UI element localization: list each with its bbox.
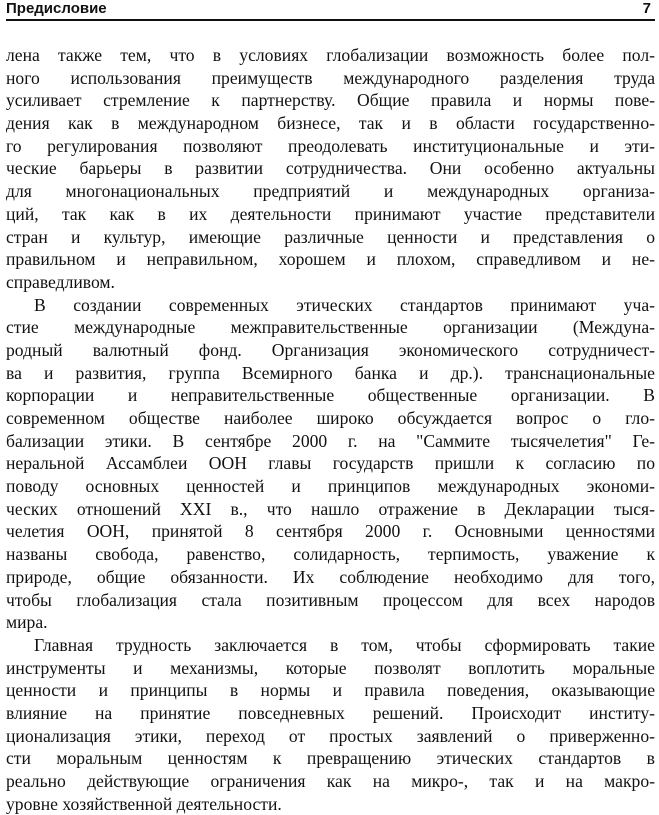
text-line: лена также тем, что в условиях глобализации возможность более пол-	[6, 45, 655, 65]
text-line: ва и развития, группа Всемирного банка и др.). транснациональные	[6, 362, 655, 383]
running-header	[6, 0, 655, 21]
section-title: Предисловие	[6, 0, 107, 17]
text-line: ценности и принципы в нормы и правила поведения, оказывающие	[6, 680, 655, 701]
text-line: усиливает стремление к партнерству. Общие правила и нормы пове-	[6, 90, 655, 111]
text-line: названы свобода, равенство, солидарность, терпимость, уважение к	[6, 544, 655, 565]
text-line: В создании современных этических стандартов принимают уча-	[34, 294, 655, 315]
text-line: влияние на принятие повседневных решений. Происходит институ-	[6, 702, 655, 723]
text-line: корпорации и неправительственные общественные организации. В	[6, 385, 655, 406]
text-line: челетия ООН, принятой 8 сентября 2000 г. Основными ценностями	[6, 521, 655, 542]
text-line: правильном и неправильном, хорошем и плохом, справедливом и не-	[6, 249, 655, 270]
paragraph	[6, 634, 655, 815]
text-line: дения как в международном бизнесе, так и в области государственно-	[6, 113, 655, 134]
text-line: инструменты и механизмы, которые позволят воплотить моральные	[6, 657, 655, 678]
text-line: ного использования преимуществ международного разделения труда	[6, 67, 655, 88]
text-line: реально действующие ограничения как на микро-, так и на макро-	[6, 771, 655, 791]
text-line: го регулирования позволяют преодолевать институциональные и эти-	[6, 135, 655, 156]
text-line: сти моральным ценностям к превращению этических стандартов в	[6, 748, 655, 769]
text-line: ций, так как в их деятельности принимают участие представители	[6, 203, 655, 224]
text-line: природе, общие обязанности. Их соблюдение необходимо для того,	[6, 566, 655, 587]
text-line: поводу основных ценностей и принципов международных экономи-	[6, 476, 655, 497]
text-line: справедливом.	[6, 271, 115, 292]
body-text	[6, 44, 655, 815]
paragraph	[6, 44, 655, 294]
text-line: ческие барьеры в развитии сотрудничества. Они особенно актуальны	[6, 158, 655, 179]
text-line: Главная трудность заключается в том, чтобы сформировать такие	[34, 634, 655, 655]
text-line: чтобы глобализация стала позитивным процессом для всех народов	[6, 589, 655, 610]
text-line: стран и культур, имеющие различные ценности и представления о	[6, 226, 655, 247]
text-line: мира.	[6, 612, 48, 633]
text-line: ционализация этики, переход от простых заявлений о приверженно-	[6, 725, 655, 746]
text-line: стие международные межправительственные организации (Междуна-	[6, 317, 655, 338]
text-line: для многонациональных предприятий и международных организа-	[6, 181, 655, 202]
text-line: бализации этики. В сентябре 2000 г. на "Саммите тысячелетия" Ге-	[6, 430, 655, 451]
text-line: современном обществе наиболее широко обсуждается вопрос о гло-	[6, 408, 655, 428]
text-line: неральной Ассамблеи ООН главы государств пришли к согласию по	[6, 453, 655, 474]
paragraph	[6, 294, 655, 634]
text-line: уровне хозяйственной деятельности.	[6, 793, 282, 814]
text-line: ческих отношений XXI в., что нашло отражение в Декларации тыся-	[6, 498, 655, 519]
text-line: родный валютный фонд. Организация экономического сотрудничест-	[6, 339, 655, 360]
page-number: 7	[642, 0, 651, 17]
